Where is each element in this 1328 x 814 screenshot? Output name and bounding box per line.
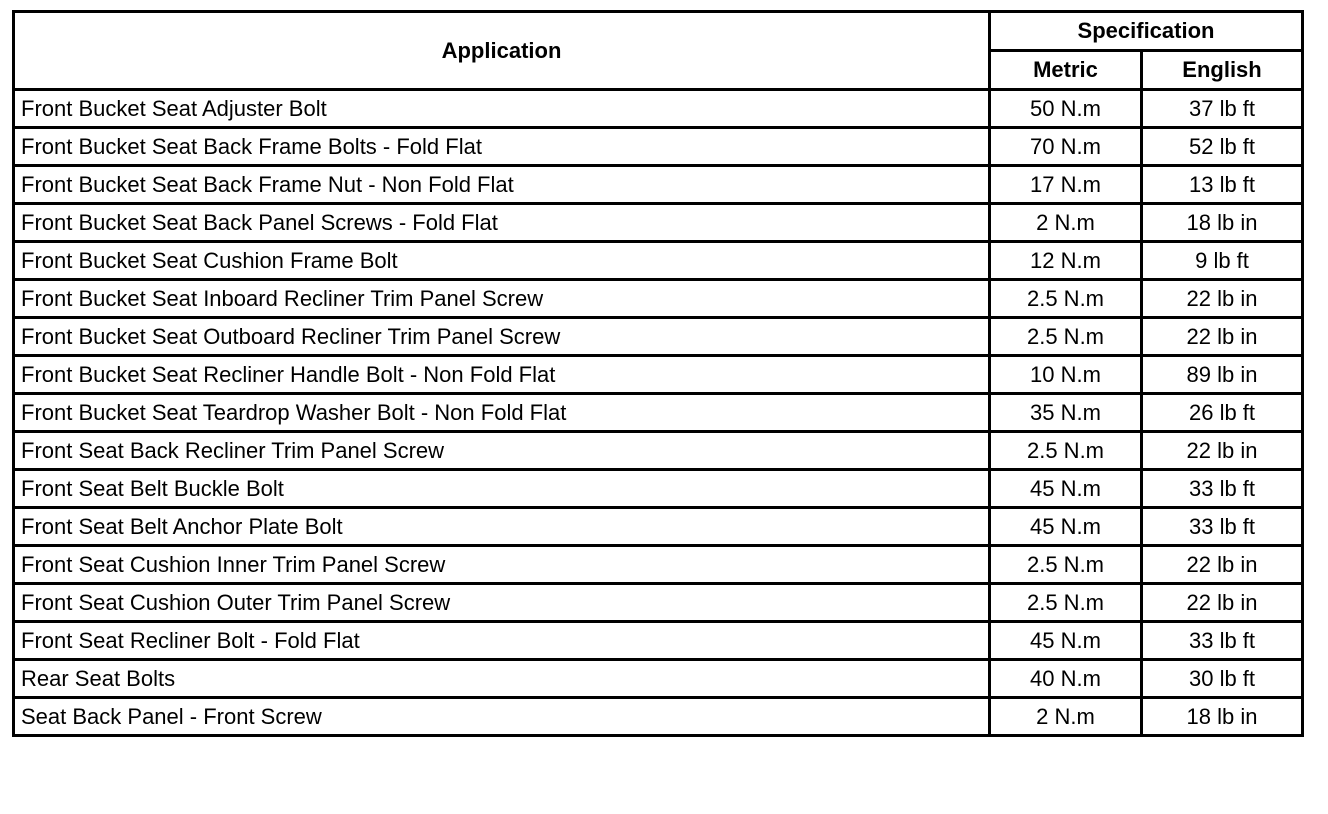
application-cell: Rear Seat Bolts xyxy=(14,660,990,698)
application-cell: Front Bucket Seat Back Panel Screws - Fold Flat xyxy=(14,204,990,242)
table-row xyxy=(14,90,1303,128)
application-cell: Front Seat Back Recliner Trim Panel Screw xyxy=(14,432,990,470)
application-cell: Front Bucket Seat Inboard Recliner Trim Panel Screw xyxy=(14,280,990,318)
application-header: Application xyxy=(14,12,990,90)
application-cell: Front Bucket Seat Back Frame Bolts - Fold Flat xyxy=(14,128,990,166)
metric-cell: 2.5 N.m xyxy=(990,280,1142,318)
specification-header: Specification xyxy=(990,12,1303,51)
application-cell: Front Seat Recliner Bolt - Fold Flat xyxy=(14,622,990,660)
metric-cell: 50 N.m xyxy=(990,90,1142,128)
metric-cell: 2.5 N.m xyxy=(990,546,1142,584)
english-cell: 33 lb ft xyxy=(1142,508,1303,546)
metric-cell: 2.5 N.m xyxy=(990,584,1142,622)
metric-cell: 10 N.m xyxy=(990,356,1142,394)
table-row xyxy=(14,128,1303,166)
english-cell: 18 lb in xyxy=(1142,698,1303,736)
english-cell: 22 lb in xyxy=(1142,318,1303,356)
table-row xyxy=(14,622,1303,660)
table-row xyxy=(14,660,1303,698)
english-cell: 22 lb in xyxy=(1142,546,1303,584)
application-cell: Seat Back Panel - Front Screw xyxy=(14,698,990,736)
table-row xyxy=(14,546,1303,584)
table-row xyxy=(14,432,1303,470)
application-cell: Front Bucket Seat Recliner Handle Bolt - Non Fold Flat xyxy=(14,356,990,394)
table-row xyxy=(14,394,1303,432)
english-header: English xyxy=(1142,51,1303,90)
english-cell: 13 lb ft xyxy=(1142,166,1303,204)
metric-cell: 2 N.m xyxy=(990,204,1142,242)
table-row xyxy=(14,698,1303,736)
english-cell: 26 lb ft xyxy=(1142,394,1303,432)
metric-cell: 45 N.m xyxy=(990,470,1142,508)
application-cell: Front Bucket Seat Cushion Frame Bolt xyxy=(14,242,990,280)
metric-cell: 17 N.m xyxy=(990,166,1142,204)
english-cell: 37 lb ft xyxy=(1142,90,1303,128)
table-row xyxy=(14,470,1303,508)
metric-cell: 45 N.m xyxy=(990,508,1142,546)
table-row xyxy=(14,166,1303,204)
torque-spec-table xyxy=(12,10,1304,737)
metric-cell: 12 N.m xyxy=(990,242,1142,280)
metric-cell: 40 N.m xyxy=(990,660,1142,698)
english-cell: 52 lb ft xyxy=(1142,128,1303,166)
application-cell: Front Bucket Seat Back Frame Nut - Non Fold Flat xyxy=(14,166,990,204)
application-cell: Front Bucket Seat Teardrop Washer Bolt - Non Fold Flat xyxy=(14,394,990,432)
metric-cell: 70 N.m xyxy=(990,128,1142,166)
metric-cell: 35 N.m xyxy=(990,394,1142,432)
metric-header: Metric xyxy=(990,51,1142,90)
application-cell: Front Seat Cushion Outer Trim Panel Screw xyxy=(14,584,990,622)
english-cell: 22 lb in xyxy=(1142,584,1303,622)
table-row xyxy=(14,318,1303,356)
header-row-top xyxy=(14,12,1303,51)
english-cell: 22 lb in xyxy=(1142,280,1303,318)
application-cell: Front Seat Belt Anchor Plate Bolt xyxy=(14,508,990,546)
table-row xyxy=(14,584,1303,622)
english-cell: 33 lb ft xyxy=(1142,470,1303,508)
table-row xyxy=(14,280,1303,318)
application-cell: Front Bucket Seat Outboard Recliner Trim Panel Screw xyxy=(14,318,990,356)
table-body xyxy=(14,90,1303,736)
application-cell: Front Bucket Seat Adjuster Bolt xyxy=(14,90,990,128)
application-cell: Front Seat Cushion Inner Trim Panel Screw xyxy=(14,546,990,584)
metric-cell: 2.5 N.m xyxy=(990,318,1142,356)
table-row xyxy=(14,508,1303,546)
english-cell: 18 lb in xyxy=(1142,204,1303,242)
english-cell: 89 lb in xyxy=(1142,356,1303,394)
metric-cell: 2.5 N.m xyxy=(990,432,1142,470)
metric-cell: 45 N.m xyxy=(990,622,1142,660)
table-row xyxy=(14,356,1303,394)
english-cell: 30 lb ft xyxy=(1142,660,1303,698)
english-cell: 9 lb ft xyxy=(1142,242,1303,280)
english-cell: 33 lb ft xyxy=(1142,622,1303,660)
metric-cell: 2 N.m xyxy=(990,698,1142,736)
application-cell: Front Seat Belt Buckle Bolt xyxy=(14,470,990,508)
table-row xyxy=(14,242,1303,280)
table-row xyxy=(14,204,1303,242)
english-cell: 22 lb in xyxy=(1142,432,1303,470)
